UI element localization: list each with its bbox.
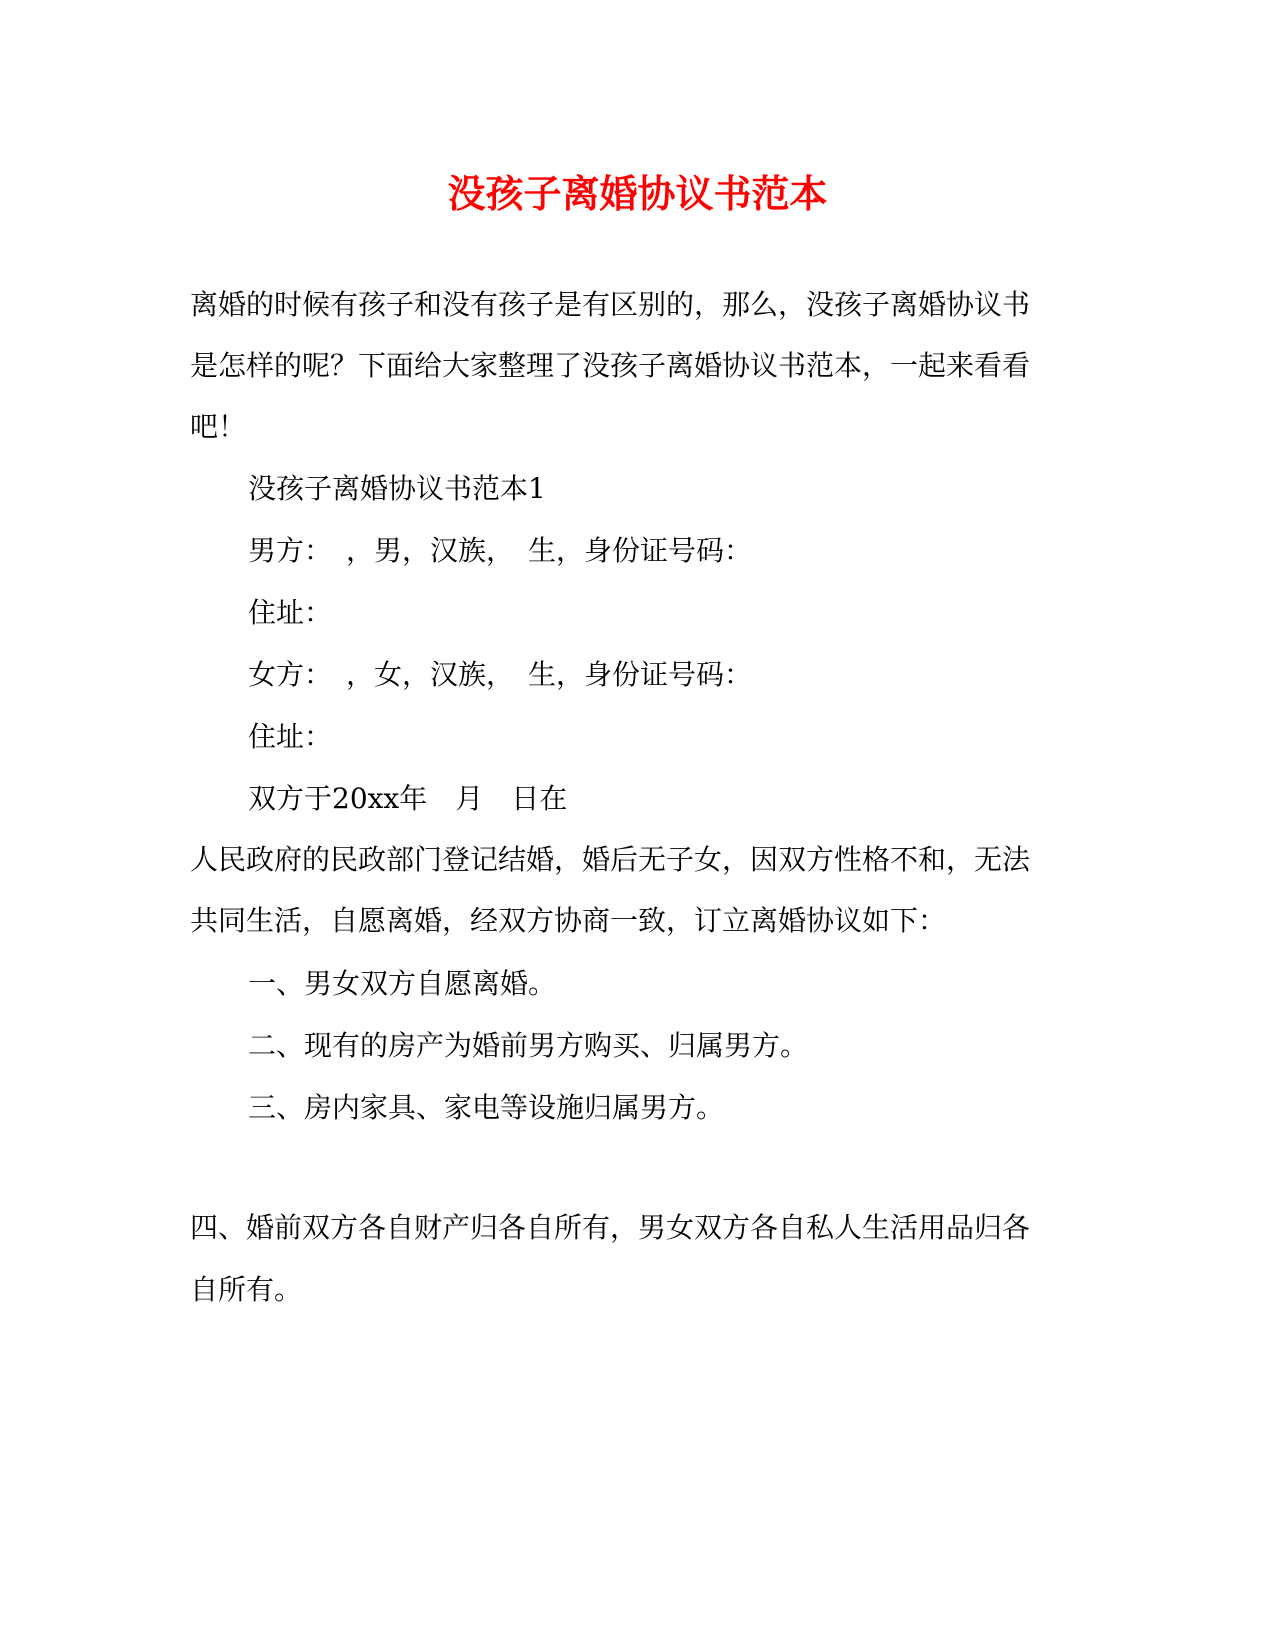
clause-4-line-1: 四、婚前双方各自财产归各自所有，男女双方各自私人生活用品归各: [190, 1211, 1031, 1244]
section-heading: 没孩子离婚协议书范本1: [248, 472, 546, 505]
body-line-1: 人民政府的民政部门登记结婚，婚后无子女，因双方性格不和，无法: [190, 843, 1031, 876]
female-party-line: 女方： ，女，汉族， 生，身份证号码：: [248, 658, 753, 691]
intro-line-3: 吧！: [190, 410, 247, 443]
marriage-date-line: 双方于20xx年 月 日在: [248, 782, 568, 815]
male-address-line: 住址：: [248, 596, 333, 629]
clause-1: 一、男女双方自愿离婚。: [248, 967, 557, 1000]
female-address-line: 住址：: [248, 720, 333, 753]
clause-2: 二、现有的房产为婚前男方购买、归属男方。: [248, 1029, 809, 1062]
document-title: 没孩子离婚协议书范本: [447, 171, 828, 216]
male-party-line: 男方： ，男，汉族， 生，身份证号码：: [248, 534, 753, 567]
clause-4-line-2: 自所有。: [190, 1273, 303, 1306]
intro-line-1: 离婚的时候有孩子和没有孩子是有区别的，那么，没孩子离婚协议书: [190, 288, 1031, 321]
clause-3: 三、房内家具、家电等设施归属男方。: [248, 1091, 725, 1124]
body-line-2: 共同生活，自愿离婚，经双方协商一致，订立离婚协议如下：: [190, 904, 947, 937]
intro-line-2: 是怎样的呢？下面给大家整理了没孩子离婚协议书范本，一起来看看: [190, 349, 1031, 382]
